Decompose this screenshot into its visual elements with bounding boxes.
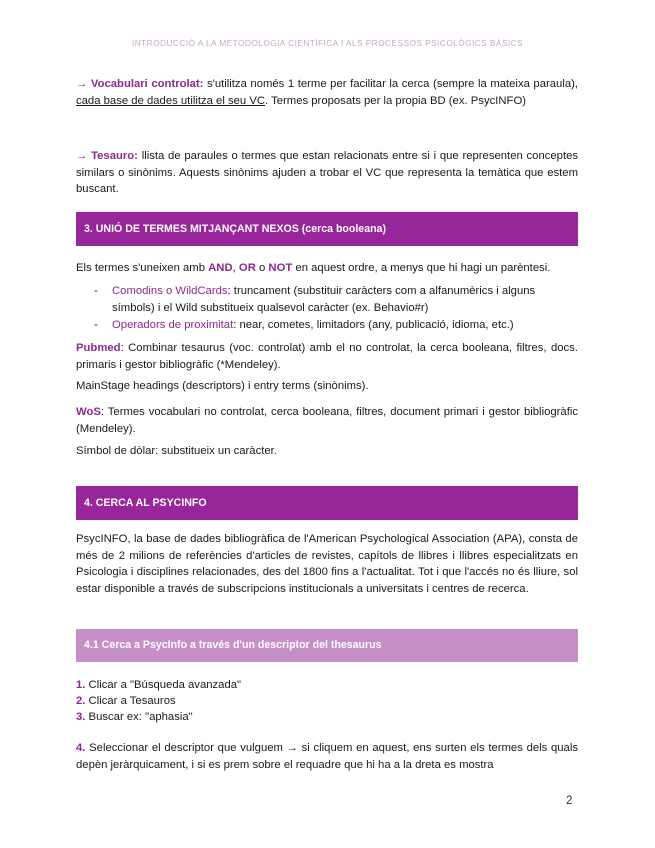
step-1	[76, 677, 578, 694]
step-text: Clicar a Tesauros	[85, 695, 176, 707]
pubmed-term: Pubmed	[76, 342, 121, 354]
wos-paragraph	[76, 404, 578, 437]
step-2	[76, 693, 578, 710]
step-3	[76, 709, 578, 726]
running-header: INTRODUCCIÓ A LA METODOLOGIA CIENTÍFICA I ALS PROCESSOS PSICOLÒGICS BÀSICS	[131, 38, 524, 48]
bullet-proximity	[94, 317, 578, 334]
boolean-text-3: en aquest ordre, a menys que hi hagi un parèntesi.	[292, 262, 551, 274]
bullet-wildcards	[94, 283, 578, 316]
step-4	[76, 740, 578, 773]
boolean-text-2: o	[255, 262, 269, 274]
bullet-dash: -	[94, 285, 98, 297]
vocabulari-text-2: . Termes proposats per la propia BD (ex. PsycINFO)	[265, 94, 526, 107]
tesauro-term: Tesauro:	[91, 150, 138, 162]
proximity-link[interactable]: Operadors de proximitat	[112, 319, 234, 331]
vocabulari-controlat-paragraph	[76, 76, 578, 109]
vocabulari-text-1: s'utilitza només 1 terme per facilitar la cerca (sempre la mateixa paraula),	[207, 78, 579, 90]
tesauro-text: llista de paraules o termes que estan relacionats entre si i que representen conceptes similars o sinònims. Aquests sinònims ajuden a trobar el VC que representa la temàtica que estem buscant.	[76, 150, 579, 196]
boolean-sep: ,	[232, 262, 239, 274]
step-number: 4.	[76, 742, 86, 754]
not-operator: NOT	[268, 262, 293, 274]
bullet-dash: -	[94, 319, 98, 331]
vocabulari-controlat-term: Vocabulari controlat:	[90, 78, 204, 90]
wildcards-text: : truncament (substituir caràcters com a alfanumèrics i alguns símbols) i el Wild substitueix qualsevol caràcter (ex. Behavio#r)	[112, 285, 536, 314]
step-text: Clicar a "Búsqueda avanzada"	[85, 679, 242, 691]
dollar-paragraph: Símbol de dòlar: substitueix un caràcter.	[76, 445, 277, 457]
boolean-text-1: Els termes s'uneixen amb	[76, 262, 209, 274]
arrow-glyph: →	[76, 78, 88, 90]
section-4-1-heading: 4.1 Cerca a PsycInfo a través d'un descriptor del thesaurus	[76, 629, 578, 662]
page-number: 2	[566, 795, 573, 807]
boolean-paragraph	[76, 260, 578, 277]
pubmed-text: : Combinar tesaurus (voc. controlat) amb el no controlat, la cerca booleana, filtres, docs. primaris i gestor bibliogràfic (*Mendeley).	[76, 342, 578, 371]
mainstage-paragraph: MainStage headings (descriptors) i entry terms (sinònims).	[76, 380, 369, 392]
step-text: Seleccionar el descriptor que vulguem → si cliquem en aquest, ens surten els termes dels quals depèn jeràrquicament, i si es prem sobre el requadre que hi ha a la dreta es mostra	[76, 742, 578, 771]
step-number: 2.	[76, 695, 86, 707]
step-number: 3.	[76, 711, 86, 723]
wildcards-link[interactable]: Comodins o WildCards	[112, 285, 228, 297]
arrow-glyph: →	[76, 150, 88, 162]
step-number: 1.	[76, 679, 86, 691]
proximity-text: : near, cometes, limitadors (any, publicació, idioma, etc.)	[233, 319, 514, 331]
psycinfo-paragraph: PsycINFO, la base de dades bibliogràfica de l'American Psychological Association (APA), consta de més de 2 milions de referències d'articles de revistes, capítols de llibres i llibres especialitzats en Psicologia i disciplines relacionades, des del 1800 fins a l'actualitat. Tot i que l'accés no és lliure, sol estar disponible a través de subscripcions institucionals a universitats i centres de recerca.	[76, 533, 578, 595]
and-operator: AND	[208, 262, 233, 274]
section-3-heading: 3. UNIÓ DE TERMES MITJANÇANT NEXOS (cerca booleana)	[76, 212, 578, 246]
or-operator: OR	[238, 262, 256, 274]
pubmed-paragraph	[76, 340, 578, 373]
wos-text: : Termes vocabulari no controlat, cerca booleana, filtres, document primari i gestor bibliogràfic (Mendeley).	[76, 406, 578, 435]
step-text: Buscar ex: "aphasia"	[85, 711, 193, 723]
section-4-heading: 4. CERCA AL PSYCINFO	[76, 486, 578, 520]
tesauro-paragraph	[76, 148, 578, 198]
wos-term: WoS	[76, 406, 101, 418]
vocabulari-underlined: cada base de dades utilitza el seu VC	[76, 94, 266, 107]
